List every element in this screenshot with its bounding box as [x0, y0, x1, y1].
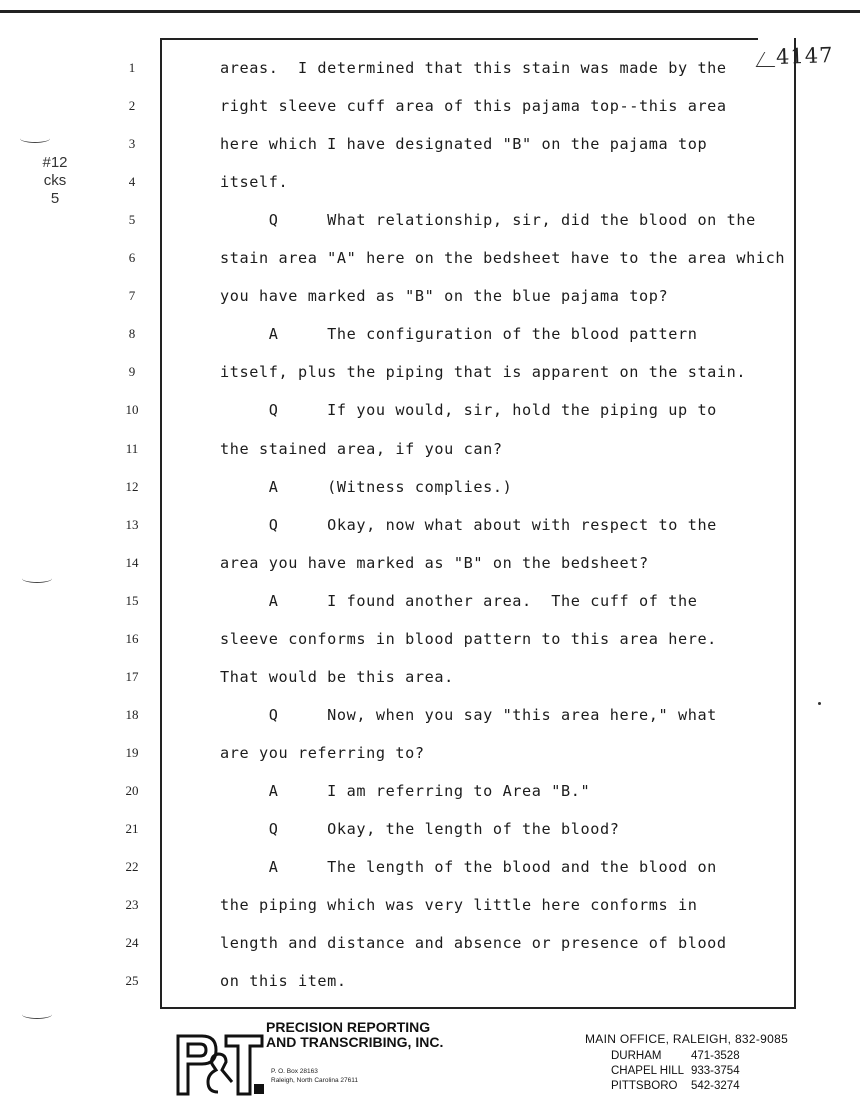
line-number: 25 [125, 973, 139, 989]
transcript-line [0, 398, 860, 428]
line-text: Q Now, when you say "this area here," what [220, 705, 717, 724]
line-number: 5 [128, 212, 136, 228]
line-text: Q What relationship, sir, did the blood on the [220, 211, 756, 230]
line-number: 23 [125, 897, 139, 913]
line-number: 21 [125, 821, 139, 836]
line-number: 14 [125, 554, 139, 570]
line-text: That would be this area. [220, 667, 454, 686]
line-number: 6 [128, 250, 136, 266]
transcript-line [0, 246, 860, 276]
line-number: 18 [125, 706, 139, 722]
line-number: 1 [128, 60, 136, 75]
transcript-line [0, 475, 860, 505]
line-text: length and distance and absence or presence of blood [220, 934, 727, 953]
transcript-line [0, 665, 860, 695]
office-phone: 933-3754 [691, 1065, 740, 1077]
line-number: 17 [125, 668, 139, 684]
line-text: sleeve conforms in blood pattern to this area here. [220, 629, 717, 648]
line-text: on this item. [220, 972, 347, 991]
line-number: 10 [125, 402, 139, 418]
line-number: 3 [128, 136, 136, 152]
office-city: DURHAM [611, 1050, 662, 1062]
pt-logo-icon [172, 1030, 266, 1098]
margin-note-line: #12 [42, 154, 68, 171]
line-number: 13 [125, 516, 139, 532]
line-text: A I found another area. The cuff of the [220, 591, 698, 610]
firm-address [271, 1067, 358, 1085]
line-text: areas. I determined that this stain was made by the [220, 59, 727, 77]
line-number: 16 [125, 630, 139, 646]
line-text: A The length of the blood and the blood on [220, 858, 717, 876]
line-text: A The configuration of the blood pattern [220, 325, 698, 344]
transcript-line [0, 132, 860, 162]
line-number: 12 [125, 478, 139, 494]
office-row [611, 1050, 740, 1062]
office-row [611, 1065, 740, 1077]
transcript-line [0, 208, 860, 238]
line-text: itself, plus the piping that is apparent on the stain. [220, 363, 747, 382]
transcript-line [0, 893, 860, 923]
line-text: Q If you would, sir, hold the piping up to [220, 401, 717, 420]
transcript-line [0, 779, 860, 809]
line-number: 20 [125, 782, 139, 798]
line-text: are you referring to? [220, 743, 425, 762]
transcript-line [0, 589, 860, 619]
transcript-line [0, 284, 860, 314]
office-row [611, 1080, 740, 1092]
margin-note-line: 5 [50, 190, 60, 207]
line-text: stain area "A" here on the bedsheet have to the area which [220, 249, 786, 268]
office-city: CHAPEL HILL [611, 1065, 685, 1077]
transcript-line [0, 855, 860, 885]
line-text: Q Okay, the length of the blood? [220, 820, 620, 838]
line-number: 7 [128, 288, 136, 304]
line-number: 11 [125, 440, 139, 456]
main-office: MAIN OFFICE, RALEIGH, 832-9085 [585, 1032, 789, 1046]
transcript-line [0, 969, 860, 999]
footer [0, 1010, 860, 1112]
firm-name [266, 1020, 443, 1050]
transcript-line [0, 437, 860, 467]
line-text: A (Witness complies.) [220, 477, 513, 496]
line-number: 15 [125, 592, 139, 608]
firm-name-line2: AND TRANSCRIBING, INC. [266, 1034, 444, 1050]
transcript-line [0, 551, 860, 581]
line-text: Q Okay, now what about with respect to the [220, 515, 717, 534]
office-phone: 542-3274 [691, 1080, 740, 1092]
line-number: 9 [128, 364, 136, 380]
line-number: 4 [128, 174, 136, 190]
line-number: 24 [125, 935, 139, 951]
transcript-line [0, 817, 860, 847]
line-text: you have marked as "B" on the blue pajama top? [220, 287, 669, 306]
margin-note-line: cks [43, 172, 67, 189]
transcript-line [0, 931, 860, 961]
transcript-line [0, 56, 860, 86]
office-city: PITTSBORO [611, 1080, 678, 1092]
page-number: 4147 [775, 43, 834, 69]
line-text: A I am referring to Area "B." [220, 781, 591, 800]
top-rule [0, 10, 860, 13]
transcript-line [0, 741, 860, 771]
transcript-line [0, 513, 860, 543]
line-number: 8 [128, 326, 136, 342]
transcript-line [0, 170, 860, 200]
office-phone: 471-3528 [691, 1050, 740, 1062]
transcript-line [0, 703, 860, 733]
address-line2: Raleigh, North Carolina 27611 [271, 1077, 358, 1084]
line-text: the stained area, if you can? [220, 439, 503, 458]
line-text: itself. [220, 173, 289, 192]
transcript-line [0, 360, 860, 390]
transcript-line [0, 94, 860, 124]
logo-label: P&T [219, 1069, 223, 1071]
transcript-line [0, 627, 860, 657]
line-text: here which I have designated "B" on the pajama top [220, 135, 708, 154]
firm-name-line1: PRECISION REPORTING [266, 1019, 431, 1035]
address-line1: P. O. Box 28163 [271, 1068, 318, 1075]
line-number: 2 [128, 98, 136, 113]
transcript-line [0, 322, 860, 352]
line-text: right sleeve cuff area of this pajama top--this area [220, 97, 727, 115]
line-number: 22 [125, 859, 139, 874]
line-text: area you have marked as "B" on the bedsheet? [220, 553, 649, 572]
line-number: 19 [125, 744, 139, 760]
line-text: the piping which was very little here conforms in [220, 896, 698, 915]
